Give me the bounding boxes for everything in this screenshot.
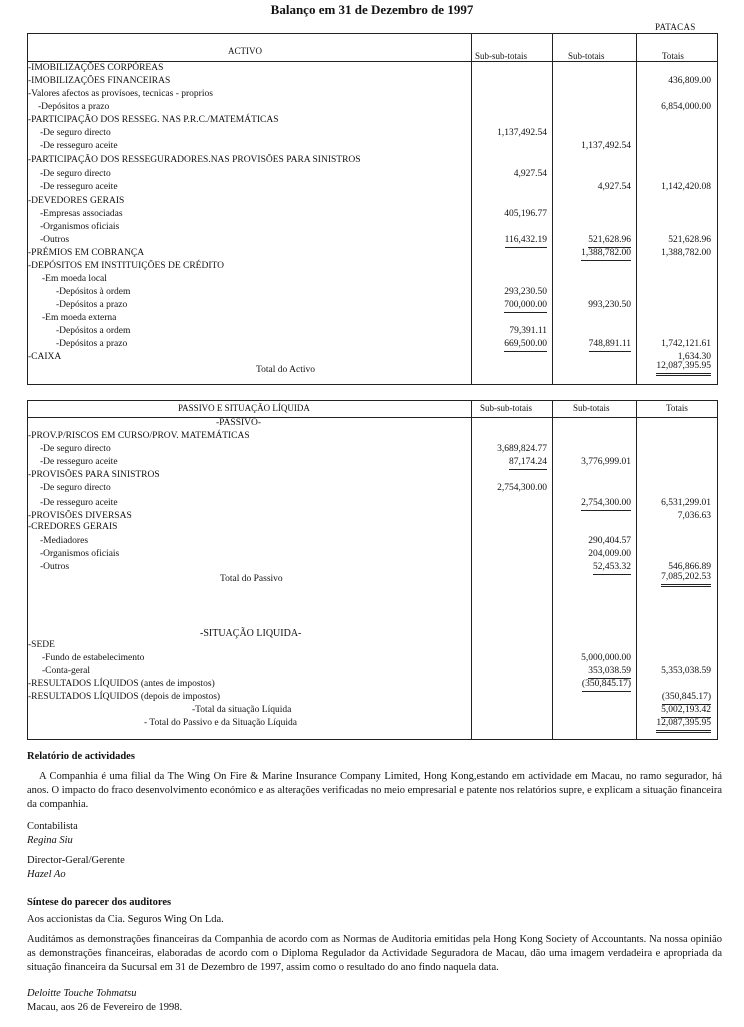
liability-row-c2: 290,404.57 — [588, 536, 631, 546]
liability-row-label: -PROV.P/RISCOS EM CURSO/PROV. MATEMÁTICAS — [28, 431, 250, 441]
asset-row — [28, 168, 717, 181]
total-all-label: - Total do Passivo e da Situação Líquida — [144, 718, 297, 728]
asset-row-c2: 993,230.50 — [588, 300, 631, 310]
asset-row-c3: 1,142,420.08 — [661, 182, 711, 192]
asset-row-c1: 700,000.00 — [504, 299, 547, 313]
accountant-title: Contabilista — [27, 821, 78, 832]
asset-row-label: -Depósitos a prazo — [56, 339, 128, 349]
asset-row — [28, 260, 717, 273]
asset-row — [28, 154, 717, 167]
total-all-value: 12,087,395.95 — [656, 717, 711, 733]
asset-row-c2: 1,137,492.54 — [581, 141, 631, 151]
asset-row-label: -De seguro directo — [40, 169, 111, 179]
liability-row-label: -Mediadores — [40, 536, 89, 546]
liab-header-passivo: PASSIVO E SITUAÇÃO LÍQUIDA — [178, 403, 310, 413]
liability-row — [28, 469, 717, 482]
situacao-row-label: -SEDE — [28, 640, 55, 650]
asset-row — [28, 351, 717, 364]
auditors-firm: Deloitte Touche Tohmatsu — [27, 988, 137, 999]
passivo-heading: -PASSIVO- — [216, 418, 262, 428]
asset-row — [28, 221, 717, 234]
liab-header-totais: Totais — [666, 403, 688, 413]
situacao-row-label: -RESULTADOS LÍQUIDOS (depois de impostos) — [28, 692, 221, 702]
liability-row-c2: 2,754,300.00 — [581, 497, 631, 511]
situacao-row — [28, 665, 717, 678]
director-name: Hazel Ao — [27, 869, 66, 880]
liability-row-label: -Organismos oficiais — [40, 549, 120, 559]
liability-row — [28, 497, 717, 510]
asset-row — [28, 101, 717, 114]
liability-row-c1: 3,689,824.77 — [497, 444, 547, 454]
asset-row-c1: 293,230.50 — [504, 287, 547, 297]
asset-row — [28, 273, 717, 286]
liability-row — [28, 456, 717, 469]
liability-row-label: -PROVISÕES PARA SINISTROS — [28, 470, 160, 480]
situacao-row-label: -Conta-geral — [42, 666, 91, 676]
asset-row — [28, 338, 717, 351]
total-passivo-label: Total do Passivo — [220, 574, 283, 584]
liability-row-c1: 2,754,300.00 — [497, 483, 547, 493]
liability-row — [28, 535, 717, 548]
liability-row — [28, 521, 717, 534]
asset-row — [28, 208, 717, 221]
asset-row-label: -De resseguro aceite — [40, 141, 118, 151]
liab-header-subsub: Sub-sub-totais — [480, 403, 533, 413]
assets-table — [27, 33, 718, 385]
asset-row-c2: 1,388,782.00 — [581, 247, 631, 261]
auditors-addressee: Aos accionistas da Cia. Seguros Wing On Lda. — [27, 914, 224, 925]
assets-total-label: Total do Activo — [256, 365, 315, 375]
asset-row — [28, 181, 717, 194]
asset-row-c1: 669,500.00 — [504, 338, 547, 352]
liability-row-c3: 546,866.89 — [668, 562, 711, 572]
asset-row-c3: 436,809.00 — [668, 76, 711, 86]
liability-row-c2: 3,776,999.01 — [581, 457, 631, 467]
asset-row-c3: 521,628.96 — [668, 235, 711, 245]
situacao-row — [28, 652, 717, 665]
total-situacao-label: -Total da situação Líquida — [192, 705, 292, 715]
situacao-row — [28, 691, 717, 704]
asset-row — [28, 247, 717, 260]
asset-row-c3: 1,634.30 — [677, 352, 711, 362]
director-title: Director-Geral/Gerente — [27, 855, 125, 866]
balance-title: Balanço em 31 de Dezembro de 1997 — [270, 2, 474, 17]
asset-row — [28, 114, 717, 127]
asset-row-label: -Organismos oficiais — [40, 222, 120, 232]
situacao-row-c3: (350,845.17) — [662, 691, 711, 705]
situacao-row-c2: 5,000,000.00 — [581, 653, 631, 663]
asset-row-label: -De resseguro aceite — [40, 182, 118, 192]
liability-row-c2: 52,453.32 — [593, 561, 631, 575]
asset-row-c3: 1,742,121.61 — [661, 339, 711, 349]
liability-row-label: -De resseguro aceite — [40, 457, 118, 467]
asset-row — [28, 286, 717, 299]
liability-row-c3: 7,036.63 — [677, 511, 711, 521]
asset-row-c2: 748,891.11 — [589, 338, 631, 352]
asset-row-c2: 521,628.96 — [588, 234, 631, 248]
liability-row-label: -PROVISÕES DIVERSAS — [28, 511, 132, 521]
auditors-place-date: Macau, aos 26 de Fevereiro de 1998. — [27, 1002, 183, 1013]
liability-row-label: -De seguro directo — [40, 483, 111, 493]
asset-row-label: -Valores afectos as provisoes, tecnicas - proprios — [28, 89, 213, 99]
asset-row-label: -Depósitos a prazo — [56, 300, 128, 310]
asset-row-c1: 1,137,492.54 — [497, 128, 547, 138]
asset-row — [28, 75, 717, 88]
asset-row-label: -Depósitos a prazo — [38, 102, 110, 112]
asset-row-label: -De seguro directo — [40, 128, 111, 138]
asset-row-label: -Depósitos a ordem — [56, 326, 131, 336]
asset-row-c1: 405,196.77 — [504, 209, 547, 219]
assets-total-value: 12,087,395.95 — [656, 360, 711, 376]
currency-label: PATACAS — [655, 22, 696, 32]
liability-row — [28, 430, 717, 443]
asset-row-c3: 6,854,000.00 — [661, 102, 711, 112]
situacao-row-c2: 353,038.59 — [588, 665, 631, 679]
liabilities-table — [27, 400, 718, 740]
assets-header-totais: Totais — [662, 51, 684, 61]
asset-row-c1: 116,432.19 — [505, 234, 547, 248]
asset-row-label: -IMOBILIZAÇÕES CORPÓREAS — [28, 63, 164, 73]
asset-row-label: -PARTICIPAÇÃO DOS RESSEG. NAS P.R.C./MATEMÁTICAS — [28, 115, 279, 125]
asset-row-label: -IMOBILIZAÇÕES FINANCEIRAS — [28, 76, 171, 86]
situacao-row-label: -RESULTADOS LÍQUIDOS (antes de impostos) — [28, 679, 215, 689]
asset-row-label: -DEPÓSITOS EM INSTITUIÇÕES DE CRÉDITO — [28, 261, 224, 271]
asset-row-label: -PARTICIPAÇÃO DOS RESSEGURADORES.NAS PROVISÕES PARA SINISTROS — [28, 155, 361, 165]
assets-header-subsub: Sub-sub-totais — [475, 51, 528, 61]
liability-row-label: -Outros — [40, 562, 70, 572]
asset-row-label: -PRÉMIOS EM COBRANÇA — [28, 248, 145, 258]
liability-row — [28, 443, 717, 456]
liability-row — [28, 482, 717, 495]
asset-row — [28, 140, 717, 153]
asset-row — [28, 127, 717, 140]
situacao-row — [28, 678, 717, 691]
auditors-body: Auditámos as demonstrações financeiras da Companhia de acordo com as Normas de Auditoria emitidas pela Hong Kong Society of Accountants. Na nossa opinião as demonstrações financeiras, elaboradas de acordo com o Diploma Regulador da Actividade Seguradora de Macau, dão uma imagem verdadeira e apropriada da situação financeira da Sucursal em 31 de Dezembro de 1997, assim como o resultado do ano findo naquela data. — [27, 934, 722, 973]
liability-row-label: -De resseguro aceite — [40, 498, 118, 508]
total-situacao-value: 5,002,193.42 — [661, 704, 711, 718]
report-section — [27, 750, 722, 882]
report-heading: Relatório de actividades — [27, 751, 135, 762]
situacao-row-label: -Fundo de estabelecimento — [42, 653, 145, 663]
asset-row — [28, 299, 717, 312]
situacao-row — [28, 639, 717, 652]
auditors-section — [27, 896, 722, 1015]
liability-row-c2: 204,009.00 — [588, 549, 631, 559]
asset-row-label: -Depósitos à ordem — [56, 287, 131, 297]
assets-header-activo: ACTIVO — [228, 46, 262, 56]
total-passivo-value: 7,085,202.53 — [661, 571, 711, 587]
asset-row-c1: 4,927.54 — [513, 169, 547, 179]
situacao-heading: -SITUAÇÃO LIQUIDA- — [200, 628, 302, 639]
asset-row — [28, 62, 717, 75]
accountant-name: Regina Siu — [27, 835, 73, 846]
situacao-row-c2: (350,845.17) — [582, 678, 631, 692]
asset-row-label: -Em moeda externa — [42, 313, 117, 323]
report-body: A Companhia é uma filial da The Wing On Fire & Marine Insurance Company Limited, Hong Kong,estando em actividade em Macau, no ramo segurador, há anos. O impacto do fraco desenvolvimento económico e as alterações verificadas no meio empresarial e patente nos relatórios supre, e explicam a situação financeira da companhia. — [27, 771, 722, 810]
asset-row — [28, 234, 717, 247]
auditors-heading: Síntese do parecer dos auditores — [27, 897, 172, 908]
liability-row-c3: 6,531,299.01 — [661, 498, 711, 508]
asset-row — [28, 88, 717, 101]
asset-row-label: -Outros — [40, 235, 70, 245]
liab-header-sub: Sub-totais — [573, 403, 610, 413]
liability-row — [28, 548, 717, 561]
asset-row — [28, 325, 717, 338]
liability-row-label: -CREDORES GERAIS — [28, 522, 118, 532]
asset-row-label: -Em moeda local — [42, 274, 107, 284]
liability-row-label: -De seguro directo — [40, 444, 111, 454]
asset-row — [28, 195, 717, 208]
situacao-row-c3: 5,353,038.59 — [661, 666, 711, 676]
asset-row-label: -DEVEDORES GERAIS — [28, 196, 125, 206]
assets-header-sub: Sub-totais — [568, 51, 605, 61]
asset-row-c3: 1,388,782.00 — [661, 248, 711, 258]
liability-row-c1: 87,174.24 — [509, 456, 547, 470]
asset-row-c2: 4,927.54 — [597, 182, 631, 192]
asset-row-c1: 79,391.11 — [509, 326, 547, 336]
asset-row-label: -Empresas associadas — [40, 209, 123, 219]
asset-row-label: -CAIXA — [28, 352, 62, 362]
asset-row — [28, 312, 717, 325]
